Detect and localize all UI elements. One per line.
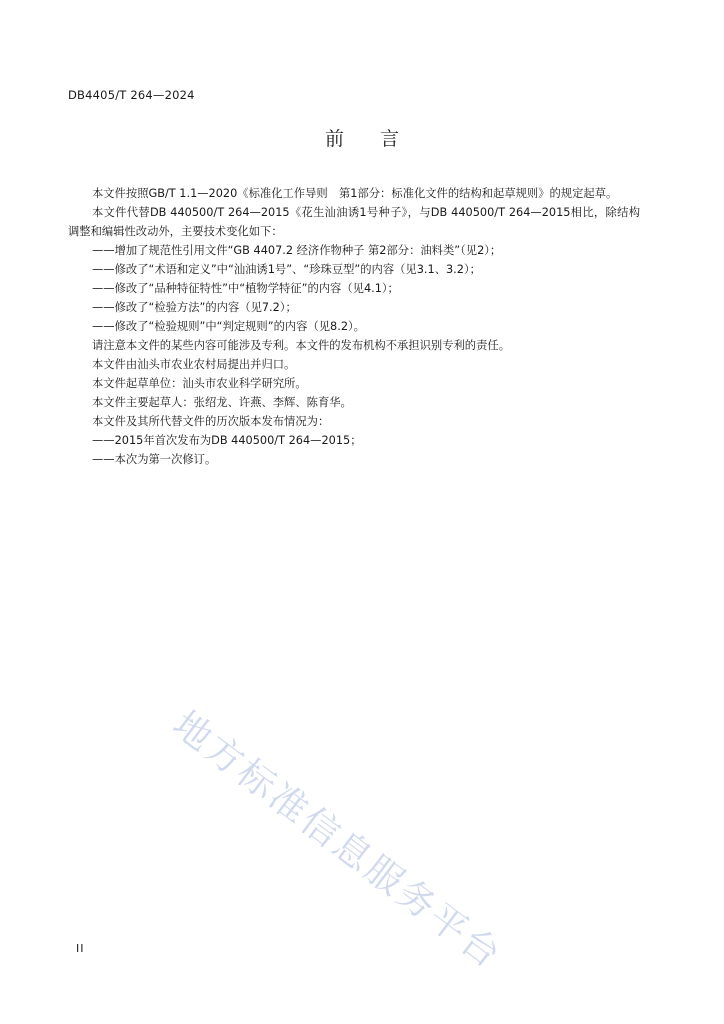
change-item: ——修改了“检验规则”中“判定规则”的内容（见8.2）。 bbox=[92, 320, 365, 333]
patent-notice: 请注意本文件的某些内容可能涉及专利。本文件的发布机构不承担识别专利的责任。 bbox=[92, 339, 510, 352]
change-item: ——修改了“品种特征特性”中“植物学特征”的内容（见4.1）； bbox=[92, 282, 399, 295]
version-history-intro: 本文件及其所代替文件的历次版本发布情况为： bbox=[92, 415, 330, 428]
change-item: ——修改了“检验方法”的内容（见7.2）； bbox=[92, 301, 297, 314]
paragraph-drafting-rules: 本文件按照GB/T 1.1—2020《标准化工作导则 第1部分：标准化文件的结构和起草规则》的规定起草。 bbox=[92, 187, 618, 200]
page-title: 前言 bbox=[324, 128, 435, 150]
watermark: 地方标准信息服务平台 bbox=[164, 702, 511, 978]
paragraph-replacement: 本文件代替DB 440500/T 264—2015《花生汕油诱1号种子》，与DB 440500/T 264—2015相比，除结构调整和编辑性改动外，主要技术变化如下： bbox=[68, 206, 640, 238]
drafting-unit: 本文件起草单位：汕头市农业科学研究所。 bbox=[92, 377, 307, 390]
change-item: ——修改了“术语和定义”中“汕油诱1号”、“珍珠豆型”的内容（见3.1、3.2）； bbox=[92, 263, 481, 276]
document-body bbox=[68, 184, 640, 469]
history-item: ——本次为第一次修订。 bbox=[92, 453, 217, 466]
proposer-statement: 本文件由汕头市农业农村局提出并归口。 bbox=[92, 358, 296, 371]
standard-code: DB4405/T 264—2024 bbox=[68, 88, 195, 102]
drafters: 本文件主要起草人：张绍龙、许燕、李辉、陈育华。 bbox=[92, 396, 352, 409]
history-item: ——2015年首次发布为DB 440500/T 264—2015； bbox=[92, 434, 362, 447]
page-number: II bbox=[76, 942, 85, 955]
change-item: ——增加了规范性引用文件“GB 4407.2 经济作物种子 第2部分：油料类”（见2）； bbox=[92, 244, 502, 257]
